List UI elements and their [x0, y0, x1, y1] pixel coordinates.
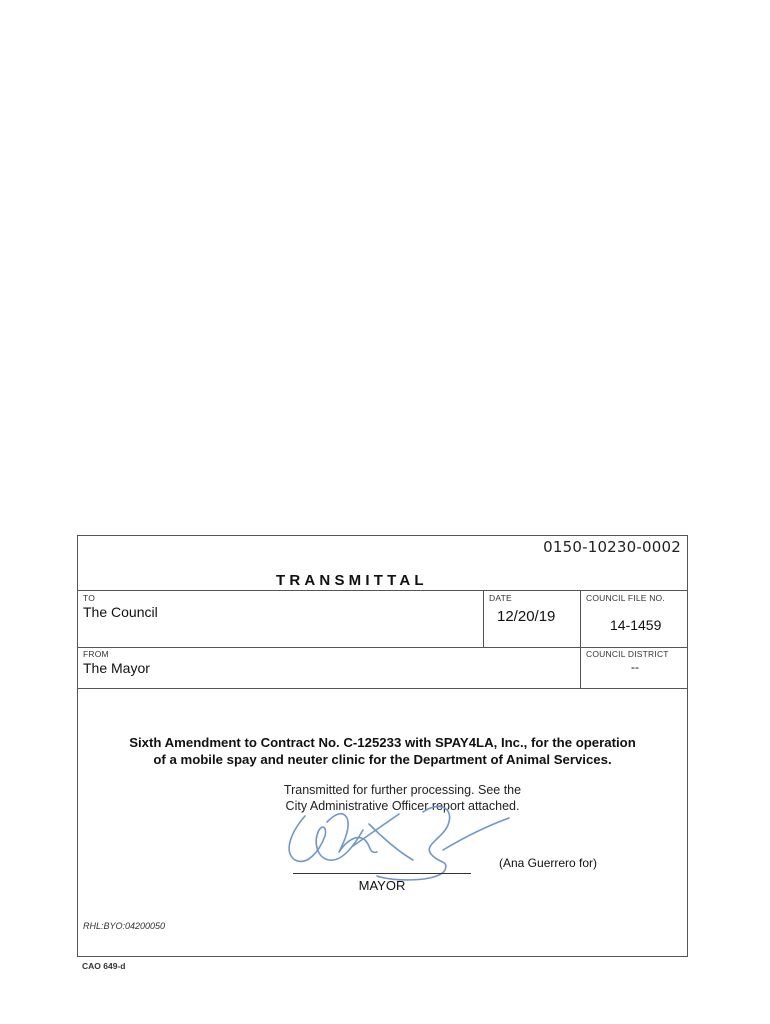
- note-line-2: City Administrative Officer report attached.: [285, 799, 520, 813]
- from-label: FROM: [83, 649, 109, 659]
- divider-bottom: [78, 688, 687, 689]
- date-label: DATE: [489, 593, 512, 603]
- council-district-label: COUNCIL DISTRICT: [586, 649, 669, 659]
- signed-for-note: (Ana Guerrero for): [499, 856, 598, 870]
- subject-line-1: Sixth Amendment to Contract No. C-125233 with SPAY4LA, Inc., for the operation: [129, 735, 636, 750]
- from-value: The Mayor: [83, 660, 150, 676]
- divider-date-left: [483, 590, 484, 647]
- council-file-label: COUNCIL FILE NO.: [586, 593, 665, 603]
- subject: [78, 734, 687, 768]
- divider-middle: [78, 647, 687, 648]
- form-code: CAO 649-d: [82, 961, 126, 971]
- council-district-value: --: [631, 660, 639, 674]
- mayor-title: MAYOR: [358, 878, 406, 893]
- signature-line: [293, 873, 471, 874]
- form-title: TRANSMITTAL: [276, 572, 428, 589]
- divider-file-left: [580, 590, 581, 688]
- to-label: TO: [83, 593, 96, 603]
- transmittal-form: [77, 535, 688, 957]
- council-file-value: 14-1459: [610, 617, 662, 633]
- date-value: 12/20/19: [497, 608, 556, 625]
- divider-top: [78, 590, 687, 591]
- document-number: 0150-10230-0002: [543, 538, 681, 556]
- reference-code: RHL:BYO:04200050: [83, 921, 166, 931]
- note-line-1: Transmitted for further processing. See the: [283, 783, 522, 797]
- to-value: The Council: [83, 604, 158, 620]
- subject-line-2: of a mobile spay and neuter clinic for the Department of Animal Services.: [153, 752, 612, 767]
